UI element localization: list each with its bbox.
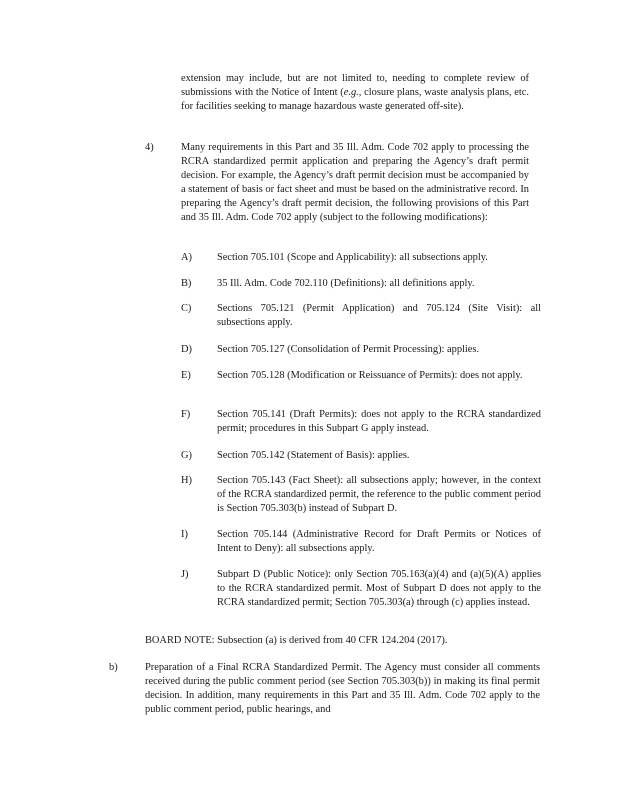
intro-text-start: extension may include, but are not limited to, needing to complete review of submissions with the Notice of Intent ( — [181, 73, 529, 99]
subitem-label: H) — [181, 475, 192, 486]
item-4-label: 4) — [145, 142, 154, 153]
subitem-label: G) — [181, 450, 192, 461]
subitem-text: Section 705.141 (Draft Permits): does not apply to the RCRA standardized permit; procedures in this Subpart G apply instead. — [217, 409, 541, 435]
item-b-text: Preparation of a Final RCRA Standardized Permit. The Agency must consider all comments received during the public comment period (see Section 705.303(b)) in making its final permit decision. In addition, many requirements in this Part and 35 Ill. Adm. Code 702 apply to the public comment period, public hearings, and — [145, 662, 540, 716]
board-note: BOARD NOTE: Subsection (a) is derived from 40 CFR 124.204 (2017). — [145, 635, 448, 646]
subitem-text: Section 705.101 (Scope and Applicability): all subsections apply. — [217, 252, 488, 263]
subitem-label: D) — [181, 344, 192, 355]
intro-text-end: , closure plans, waste analysis plans, etc. for facilities seeking to manage hazardous waste generated off-site). — [181, 87, 529, 113]
subitem-label: C) — [181, 303, 192, 314]
intro-paragraph — [181, 72, 529, 114]
intro-eg: e.g. — [343, 87, 359, 99]
subitem-label: I) — [181, 529, 188, 540]
subitem-text: 35 Ill. Adm. Code 702.110 (Definitions): all definitions apply. — [217, 278, 475, 289]
subitem-text: Subpart D (Public Notice): only Section 705.163(a)(4) and (a)(5)(A) applies to the RCRA standardized permit. Most of Subpart D does not apply to the RCRA standardized permit; Section 705.303(a) through (c) applies instead. — [217, 569, 541, 609]
subitem-label: B) — [181, 278, 192, 289]
subitem-text: Sections 705.121 (Permit Application) and 705.124 (Site Visit): all subsections apply. — [217, 303, 541, 329]
item-4-text: Many requirements in this Part and 35 Ill. Adm. Code 702 apply to processing the RCRA standardized permit application and preparing the Agency’s draft permit decision. For example, the Agency’s draft permit decision must be accompanied by a statement of basis or fact sheet and must be based on the administrative record. In preparing the Agency’s draft permit decision, the following provisions of this Part and 35 Ill. Adm. Code 702 apply (subject to the following modifications): — [181, 142, 529, 224]
subitem-text: Section 705.142 (Statement of Basis): applies. — [217, 450, 410, 461]
subitem-text: Section 705.143 (Fact Sheet): all subsections apply; however, in the context of the RCRA standardized permit, the reference to the public comment period is Section 705.303(b) instead of Subpart D. — [217, 475, 541, 515]
item-b-label: b) — [109, 662, 118, 673]
subitem-label: J) — [181, 569, 189, 580]
subitem-label: E) — [181, 370, 191, 381]
subitem-label: F) — [181, 409, 191, 420]
subitem-text: Section 705.127 (Consolidation of Permit Processing): applies. — [217, 344, 480, 355]
subitem-text: Section 705.128 (Modification or Reissuance of Permits): does not apply. — [217, 370, 523, 381]
subitem-text: Section 705.144 (Administrative Record for Draft Permits or Notices of Intent to Deny): all subsections apply. — [217, 529, 541, 555]
subitem-label: A) — [181, 252, 192, 263]
